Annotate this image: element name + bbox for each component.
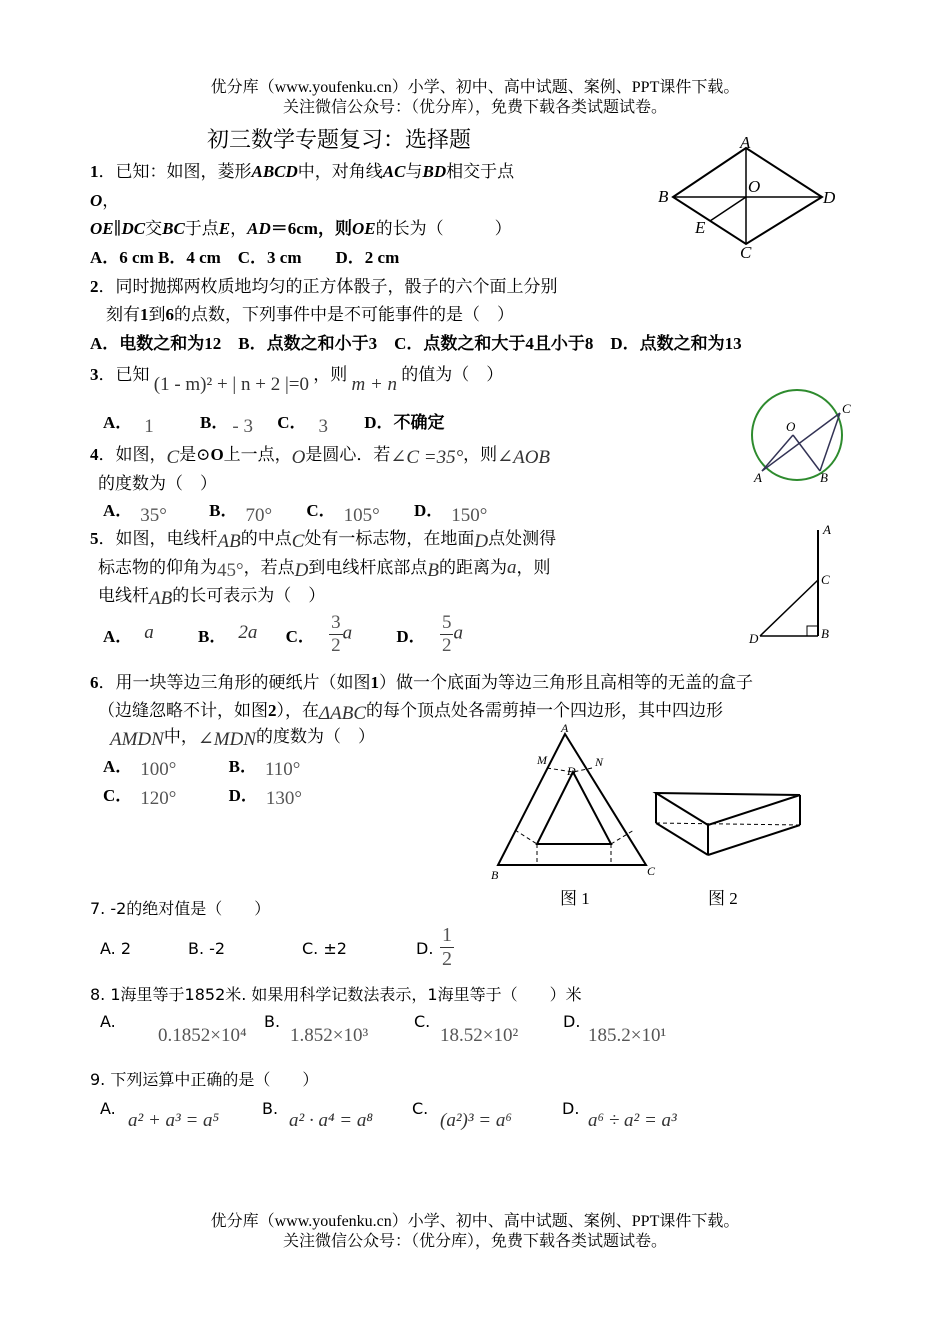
q8-option-d-value: 185.2×10¹	[588, 1025, 667, 1046]
q6-line-3: AMDN中，∠MDN的度数为（ ）	[110, 727, 375, 750]
q1-options: A．6 cm B．4 cm C．3 cm D．2 cm	[90, 248, 400, 267]
q1-line-1: 1．已知：如图，菱形ABCD中，对角线AC与BD相交于点	[90, 162, 515, 181]
q7-option-c: C. ±2	[302, 939, 347, 958]
q8-option-d: D.	[563, 1012, 581, 1031]
q7-option-b: B. -2	[188, 939, 226, 958]
q4-line-2: 的度数为（ ）	[98, 474, 217, 493]
label-D: D	[823, 188, 836, 207]
q7-option-d: D.	[416, 939, 434, 958]
q9-option-d: D.	[562, 1099, 580, 1118]
q8-option-a: A.	[100, 1012, 116, 1031]
label-B: B	[491, 868, 499, 882]
label-C: C	[842, 401, 851, 416]
pole-figure	[745, 520, 845, 650]
label-D: D	[567, 764, 576, 778]
label-C: C	[740, 243, 752, 262]
q8-option-c-value: 18.52×10²	[440, 1025, 519, 1046]
q9-option-a-value: a² + a³ = a⁵	[128, 1110, 220, 1131]
q2-options: A．电数之和为12 B．点数之和小于3 C．点数之和大于4且小于8 D．点数之和为13	[90, 334, 742, 353]
triangle-figure-1	[485, 720, 665, 885]
q2-line-2: 刻有1到6的点数，下列事件中是不可能事件的是（ ）	[106, 305, 514, 324]
q8-stem: 8. 1海里等于1852米. 如果用科学记数法表示，1海里等于（ ）米	[90, 985, 582, 1004]
q8-option-b: B.	[264, 1012, 281, 1031]
label-B: B	[820, 470, 828, 485]
label-E: E	[695, 218, 706, 237]
header-line-2: 关注微信公众号：（优分库），免费下载各类试题试卷。	[282, 99, 667, 116]
label-N: N	[595, 755, 604, 769]
q4-line-1: 4．如图，C是⊙O上一点，O是圆心．若∠C =35°，则∠AOB	[90, 445, 551, 468]
rhombus-figure	[650, 130, 850, 265]
q8-option-b-value: 1.852×10³	[290, 1025, 369, 1046]
fig1-caption: 图 1	[560, 889, 590, 908]
q9-stem: 9. 下列运算中正确的是（ ）	[90, 1070, 319, 1089]
label-D: D	[749, 631, 759, 646]
q8-option-a-value: 0.1852×10⁴	[158, 1025, 247, 1046]
q8-option-c: C.	[414, 1012, 431, 1031]
label-O: O	[786, 419, 796, 434]
q5-line-3: 电线杆AB的长可表示为（ ）	[98, 586, 326, 609]
label-C: C	[821, 572, 830, 587]
box-figure-2	[650, 785, 810, 860]
q9-option-c: C.	[412, 1099, 429, 1118]
label-B: B	[821, 626, 829, 641]
q1-line-3: OE∥DC交BC于点E，AD＝6cm，则OE的长为（ ）	[90, 219, 512, 238]
label-C: C	[647, 864, 656, 878]
q9-option-a: A.	[100, 1099, 116, 1118]
q9-option-c-value: (a²)³ = a⁶	[440, 1110, 512, 1131]
q6-options-row-2: C． 120° D． 130°	[103, 786, 303, 809]
footer-line-2: 关注微信公众号：（优分库），免费下载各类试题试卷。	[282, 1233, 667, 1250]
q2-line-1: 2．同时抛掷两枚质地均匀的正方体骰子，骰子的六个面上分别	[90, 277, 558, 296]
label-A: A	[740, 133, 751, 152]
q7-option-a: A. 2	[100, 939, 132, 958]
q9-option-b-value: a² · a⁴ = a⁸	[289, 1110, 373, 1131]
q7-stem: 7. -2的绝对值是（ ）	[90, 899, 271, 918]
q6-line-1: 6．用一块等边三角形的硬纸片（如图1）做一个底面为等边三角形且高相等的无盖的盒子	[90, 673, 753, 692]
fig2-caption: 图 2	[708, 889, 738, 908]
q1-line-2: O，	[90, 191, 120, 210]
label-A: A	[561, 721, 569, 735]
header-line-1: 优分库（www.youfenku.cn）小学、初中、高中试题、案例、PPT课件下载。	[210, 79, 740, 96]
circle-figure	[740, 385, 860, 490]
label-M: M	[537, 753, 547, 767]
q9-option-d-value: a⁶ ÷ a² = a³	[588, 1110, 677, 1131]
page-title: 初三数学专题复习：选择题	[207, 127, 472, 152]
q5-line-2: 标志物的仰角为45°，若点D到电线杆底部点B的距离为a，则	[98, 557, 551, 581]
q3-stem: 3．已知 (1 - m)² + | n + 2 |=0 ，则 m + n 的值为（ ）	[90, 365, 504, 395]
q6-line-2: （边缝忽略不计，如图2），在ΔABC的每个顶点处各需剪掉一个四边形，其中四边形	[98, 701, 724, 724]
label-A: A	[754, 470, 762, 485]
q3-options: A． 1 B． - 3 C． 3 D．不确定	[103, 413, 445, 437]
q6-options-row-1: A． 100° B． 110°	[103, 757, 301, 780]
q5-options: A． a B． 2a C． $\frac{3}{2}$ a D． $\frac{5}{2}$ a	[103, 612, 463, 656]
q7-option-d-fraction: $\frac{1}{2}$	[442, 924, 452, 970]
q9-option-b: B.	[262, 1099, 279, 1118]
label-B: B	[658, 187, 669, 206]
footer-line-1: 优分库（www.youfenku.cn）小学、初中、高中试题、案例、PPT课件下载。	[210, 1213, 740, 1230]
label-A: A	[823, 522, 831, 537]
q5-line-1: 5．如图，电线杆AB的中点C处有一标志物，在地面D点处测得	[90, 529, 557, 552]
label-O: O	[748, 177, 761, 196]
q4-options: A． 35° B． 70° C． 105° D． 150°	[103, 501, 488, 526]
